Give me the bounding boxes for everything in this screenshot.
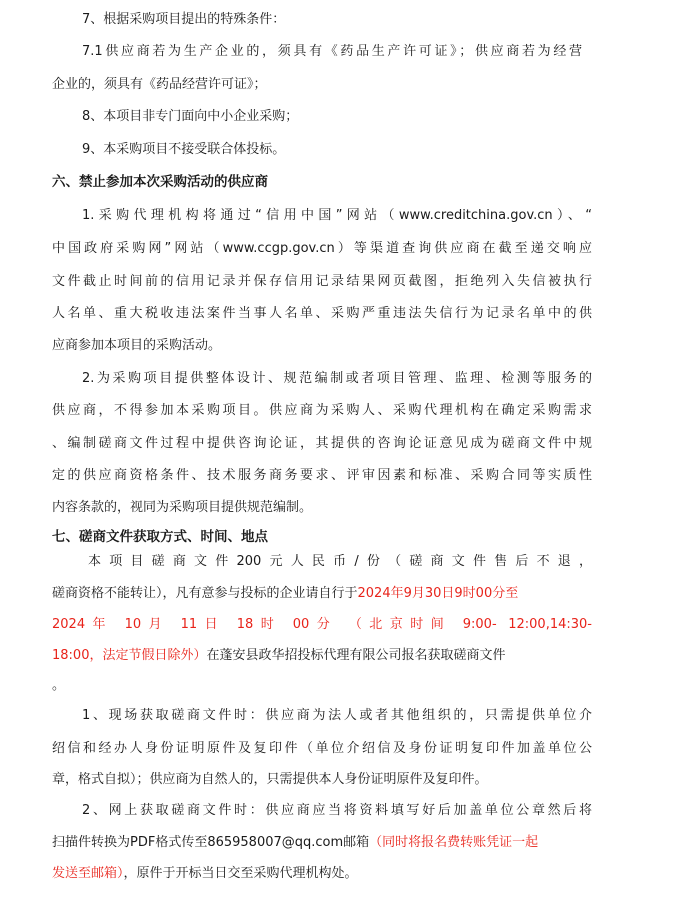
section-7-heading: 七、磋商文件获取方式、时间、地点 — [52, 529, 268, 545]
section-7-p2-line1: 1、现场获取磋商文件时：供应商为法人或者其他组织的，只需提供单位介 — [82, 708, 592, 723]
section-6-p2-line4: 定的供应商资格条件、技术服务商务要求、评审因素和标准、采购合同等实质性 — [52, 468, 592, 483]
section-7-p1-line2: 磋商资格不能转让），凡有意参与投标的企业请自行于2024年9月30日9时00分至 — [52, 586, 519, 601]
section-6-p2-line2: 供应商，不得参加本采购项目。供应商为采购人、采购代理机构在确定采购需求 — [52, 403, 592, 418]
section-7-p1-line3: 2024年 10月 11日 18时 00分 （北京时间 9:00- 12:00,14:30- — [52, 617, 592, 632]
section-7-p1-line5: 。 — [52, 678, 66, 693]
email-note: （同时将报名费转账凭证一起 — [369, 835, 539, 850]
section-6-p1-line5: 应商参加本项目的采购活动。 — [52, 338, 222, 353]
item-9: 9、本采购项目不接受联合体投标。 — [82, 142, 286, 157]
section-7-p1-line4: 18:00，法定节假日除外）在蓬安县政华招投标代理有限公司报名获取磋商文件 — [52, 648, 506, 663]
deadline-date-start: 2024年9月30日9时00分至 — [357, 586, 519, 601]
holiday-note: 18:00，法定节假日除外） — [52, 648, 207, 663]
section-6-p2-line5: 内容条款的，视同为采购项目提供规范编制。 — [52, 500, 313, 515]
section-7-p1-line1: 本项目磋商文件200元人民币/份（磋商文件售后不退， — [88, 554, 592, 569]
section-6-heading: 六、禁止参加本次采购活动的供应商 — [52, 174, 268, 190]
item-8: 8、本项目非专门面向中小企业采购； — [82, 109, 299, 124]
section-7-p3-line3: 发送至邮箱），原件于开标当日交至采购代理机构处。 — [52, 866, 358, 881]
email-note-end: 发送至邮箱） — [52, 866, 124, 881]
item-7-1-line2: 企业的，须具有《药品经营许可证》； — [52, 77, 267, 92]
section-7-p3-line2: 扫描件转换为PDF格式传至865958007@qq.com邮箱（同时将报名费转账凭证一起 — [52, 835, 539, 850]
section-6-p1-line3: 文件截止时间前的信用记录并保存信用记录结果网页截图，拒绝列入失信被执行 — [52, 274, 592, 289]
section-6-p1-line2: 中国政府采购网”网站（www.ccgp.gov.cn）等渠道查询供应商在截至递交响应 — [52, 241, 592, 256]
section-7-p2-line3: 章，格式自拟）；供应商为自然人的，只需提供本人身份证明原件及复印件。 — [52, 772, 488, 787]
item-7: 7、根据采购项目提出的特殊条件： — [82, 12, 286, 27]
section-7-p2-line2: 绍信和经办人身份证明原件及复印件（单位介绍信及身份证明复印件加盖单位公 — [52, 741, 592, 756]
item-7-1-line1: 7.1供应商若为生产企业的，须具有《药品生产许可证》；供应商若为经营 — [82, 44, 582, 59]
section-6-p2-line3: 、编制磋商文件过程中提供咨询论证，其提供的咨询论证意见成为磋商文件中规 — [52, 436, 592, 451]
section-7-p3-line1: 2、网上获取磋商文件时：供应商应当将资料填写好后加盖单位公章然后将 — [82, 803, 592, 818]
section-6-p1-line1: 1.采购代理机构将通过“信用中国”网站（www.creditchina.gov.cn）、“ — [82, 208, 592, 223]
section-6-p1-line4: 人名单、重大税收违法案件当事人名单、采购严重违法失信行为记录名单中的供 — [52, 306, 592, 321]
section-6-p2-line1: 2.为采购项目提供整体设计、规范编制或者项目管理、监理、检测等服务的 — [82, 371, 592, 386]
